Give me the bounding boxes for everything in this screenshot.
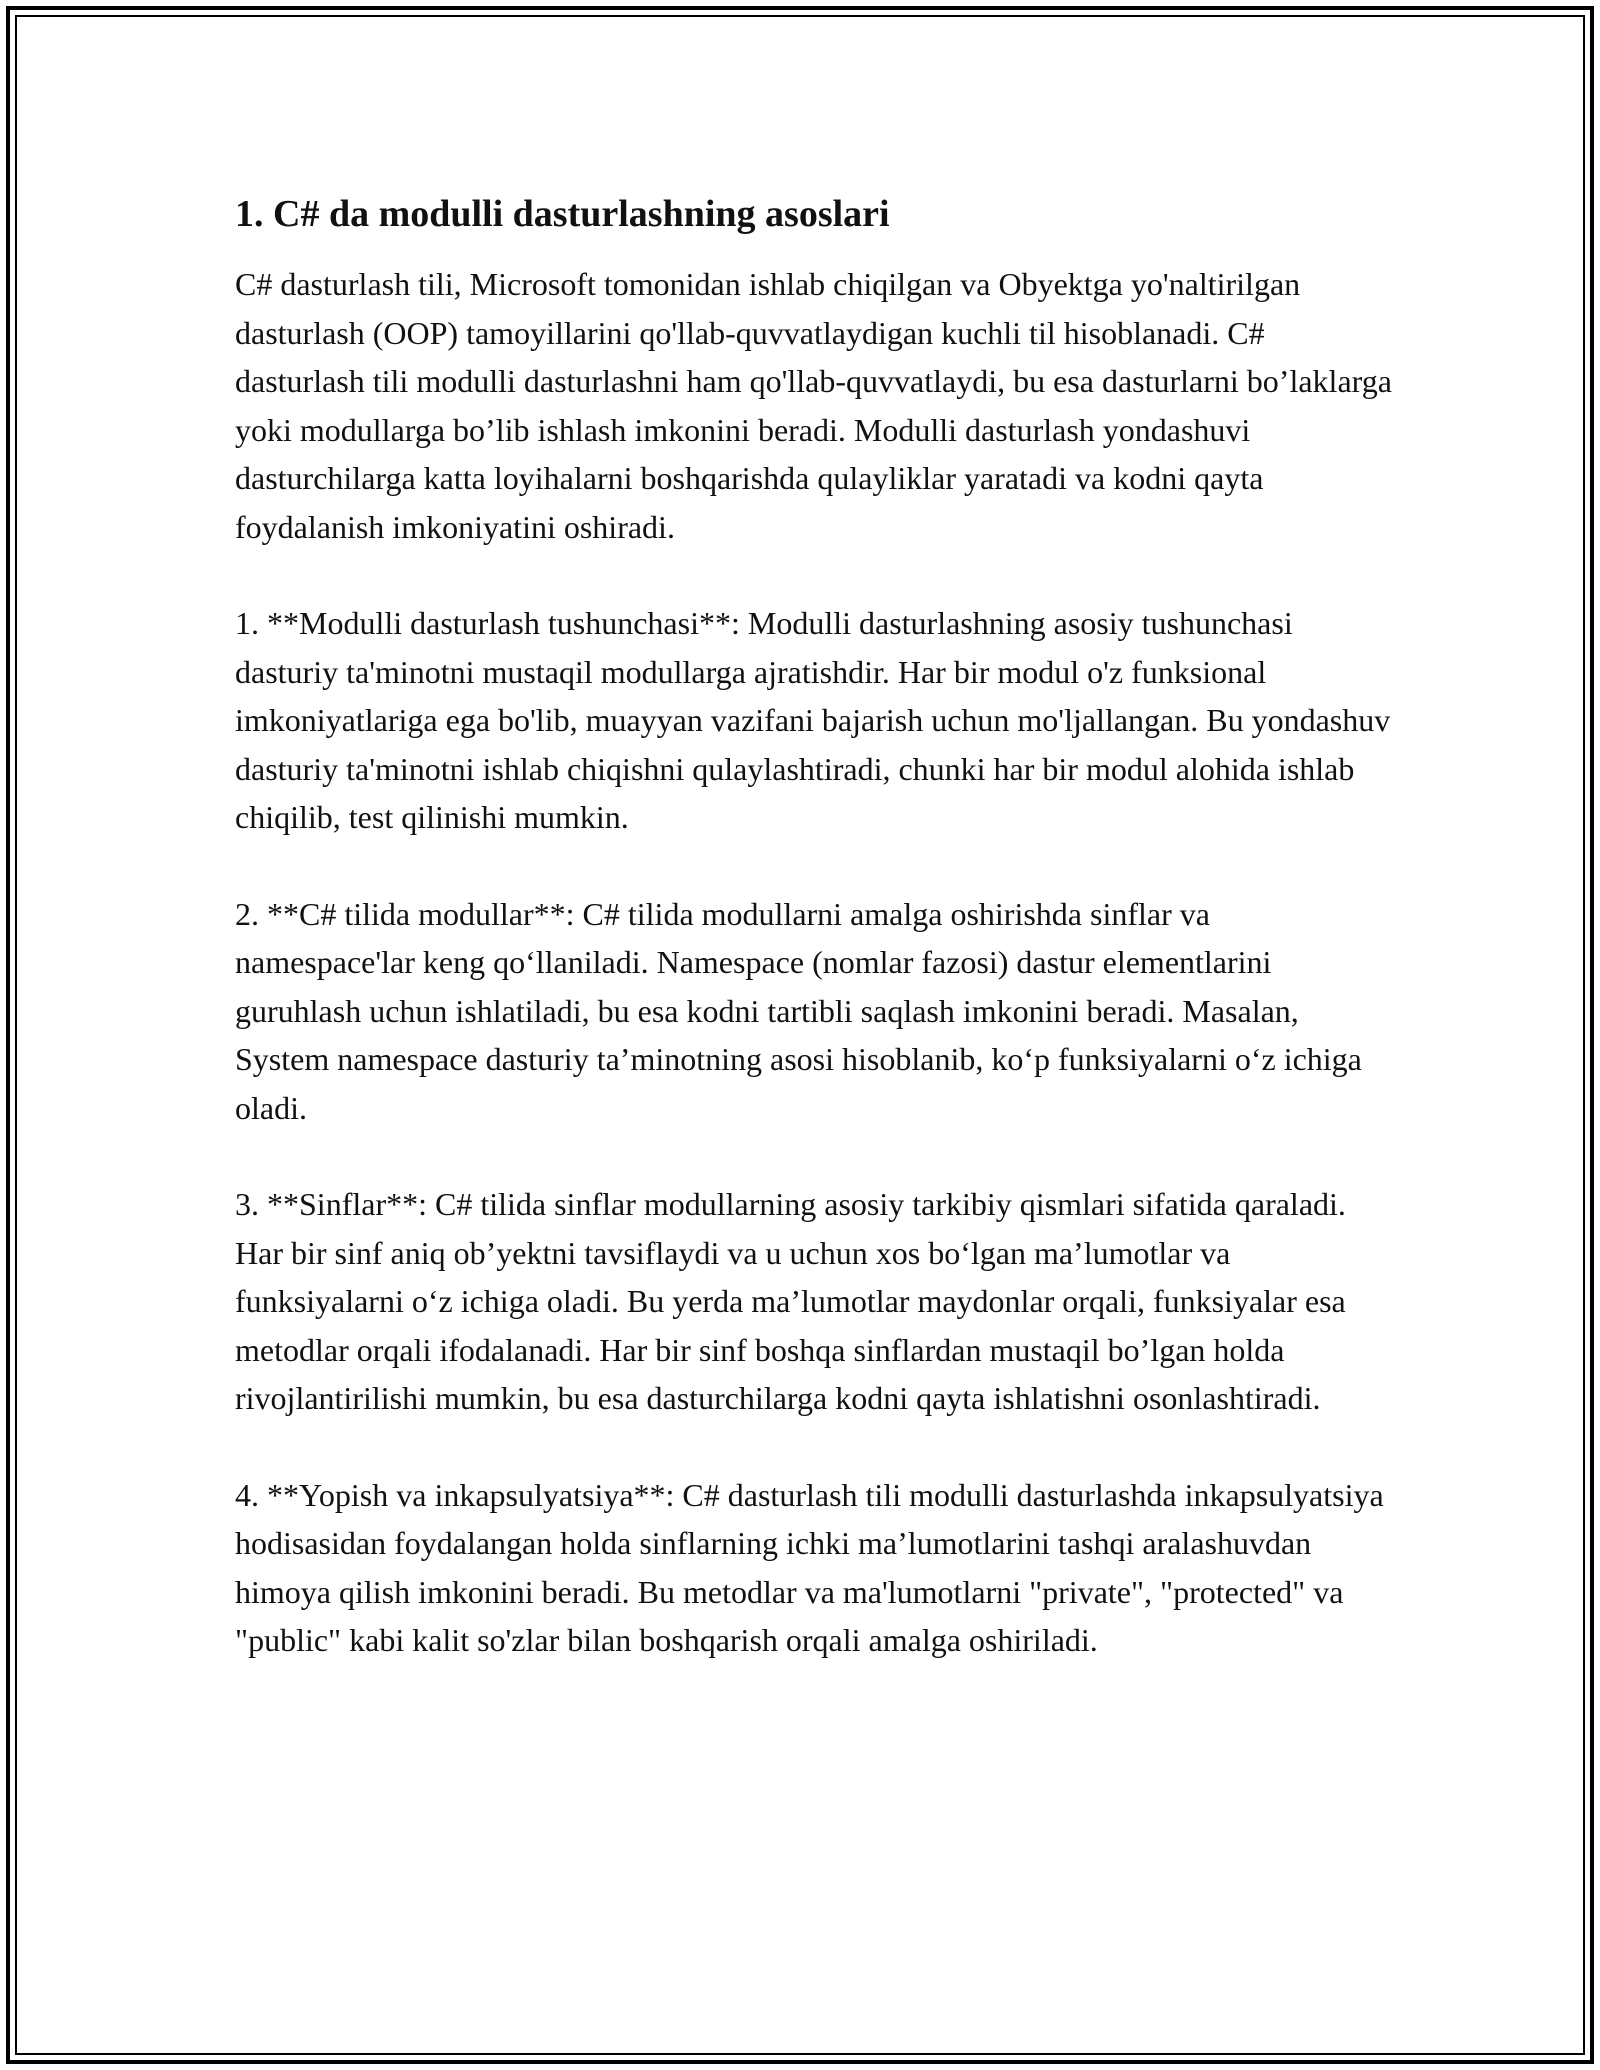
paragraph-classes: 3. **Sinflar**: C# tilida sinflar modullarning asosiy tarkibiy qismlari sifatida qaraladi. Har bir sinf aniq ob’yektni tavsiflaydi va u uchun xos bo‘lgan ma’lumotlar va funksiyalarni o‘z ichiga oladi. Bu yerda ma’lumotlar maydonlar orqali, funksiyalar esa metodlar orqali ifodalanadi. Har bir sinf boshqa sinflardan mustaqil bo’lgan holda rivojlantirilishi mumkin, bu esa dasturchilarga kodni qayta ishlatishni osonlashtiradi.: [235, 1186, 1346, 1416]
paragraph-modular-concept: 1. **Modulli dasturlash tushunchasi**: Modulli dasturlashning asosiy tushunchasi dasturiy ta'minotni mustaqil modullarga ajratishdir. Har bir modul o'z funksional imkoniyatlariga ega bo'lib, muayyan vazifani bajarish uchun mo'ljallangan. Bu yondashuv dasturiy ta'minotni ishlab chiqishni qulaylashtiradi, chunki har bir modul alohida ishlab chiqilib, test qilinishi mumkin.: [235, 605, 1391, 835]
section-heading: 1. C# da modulli dasturlashning asoslari: [235, 193, 890, 235]
intro-paragraph: C# dasturlash tili, Microsoft tomonidan ishlab chiqilgan va Obyektga yo'naltirilgan dasturlash (OOP) tamoyillarini qo'llab-quvvatlaydigan kuchli til hisoblanadi. C# dasturlash tili modulli dasturlashni ham qo'llab-quvvatlaydi, bu esa dasturlarni bo’laklarga yoki modullarga bo’lib ishlash imkonini beradi. Modulli dasturlash yondashuvi dasturchilarga katta loyihalarni boshqarishda qulayliklar yaratadi va kodni qayta foydalanish imkoniyatini oshiradi.: [235, 266, 1392, 545]
document-body: [235, 186, 1395, 1713]
paragraph-csharp-modules: 2. **C# tilida modullar**: C# tilida modullarni amalga oshirishda sinflar va namespace'lar keng qo‘llaniladi. Namespace (nomlar fazosi) dastur elementlarini guruhlash uchun ishlatiladi, bu esa kodni tartibli saqlash imkonini beradi. Masalan, System namespace dasturiy ta’minotning asosi hisoblanib, ko‘p funksiyalarni o‘z ichiga oladi.: [235, 895, 1362, 1126]
paragraph-encapsulation: 4. **Yopish va inkapsulyatsiya**: C# dasturlash tili modulli dasturlashda inkapsulyatsiya hodisasidan foydalangan holda sinflarning ichki ma’lumotlarini tashqi aralashuvdan himoya qilish imkonini beradi. Bu metodlar va ma'lumotlarni "private", "protected" va "public" kabi kalit so'zlar bilan boshqarish orqali amalga oshiriladi.: [235, 1476, 1384, 1658]
